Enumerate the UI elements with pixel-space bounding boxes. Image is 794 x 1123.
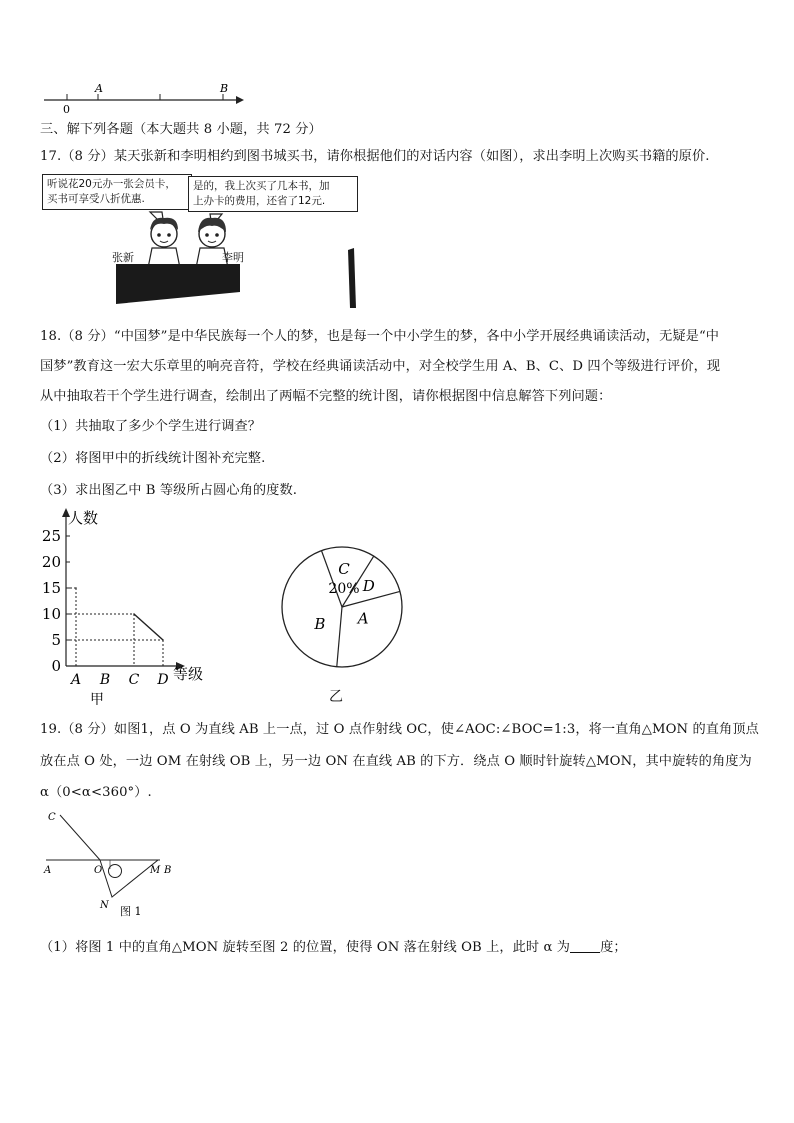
q18-line-3: 从中抽取若干个学生进行调查，绘制出了两幅不完整的统计图，请你根据图中信息解答下列问题： — [40, 389, 612, 404]
q19-sub1-unit: 度； — [600, 940, 627, 955]
q18-line-2: 国梦”教育这一宏大乐章里的响亮音符，学校在经典诵读活动中，对全校学生用 A、B、C、D 四个等级进行评价，现 — [40, 359, 721, 374]
q18-sub3: （3）求出图乙中 B 等级所占圆心角的度数. — [40, 483, 298, 498]
y-tick-label: 10 — [41, 605, 61, 623]
q17-illustration — [40, 172, 360, 310]
x-axis-title: 等级 — [173, 665, 204, 683]
q18-line-1: 18.（8 分）“中国梦”是中华民族每一个人的梦，也是每一个中小学生的梦，各中小学开展经典诵读活动，无疑是“中 — [40, 329, 720, 344]
bubble-left-line-1: 听说花20元办一张会员卡， — [47, 178, 176, 190]
y-tick-label: 25 — [41, 527, 61, 545]
line-chart — [28, 505, 228, 705]
y-axis-title: 人数 — [68, 509, 99, 527]
point-a-label: A — [95, 82, 103, 95]
x-tick-label: C — [128, 672, 140, 688]
label-m: M — [150, 865, 161, 876]
line-segment-c-d — [134, 614, 163, 640]
figure-caption: 图 1 — [120, 905, 142, 918]
label-c: C — [48, 812, 56, 823]
pie-slice-label-d: D — [362, 577, 375, 596]
point-b-label: B — [220, 82, 229, 95]
data-point — [162, 639, 164, 641]
bubble-right-line-2: 上办卡的费用，还省了12元. — [193, 195, 326, 207]
label-a: A — [44, 865, 52, 876]
y-tick-label: 5 — [51, 631, 61, 649]
q19-line-3: α（0<α<360°）. — [40, 785, 152, 800]
y-tick-label: 0 — [51, 657, 61, 675]
y-tick-label: 15 — [41, 579, 61, 597]
pie-slice-label-a: A — [357, 609, 369, 628]
pie-slice-label-b: B — [314, 615, 326, 634]
pie-caption: 乙 — [329, 689, 343, 705]
data-point — [75, 587, 77, 589]
origin-label: 0 — [63, 103, 70, 116]
bubble-left-line-2: 买书可享受八折优惠. — [47, 193, 145, 205]
data-point — [133, 613, 135, 615]
two-children-icon — [40, 172, 360, 310]
label-b: B — [164, 865, 172, 876]
label-n: N — [100, 900, 109, 911]
section-header: 三、解下列各题（本大题共 8 小题，共 72 分） — [40, 122, 322, 137]
name-label-zhangxin: 张新 — [112, 251, 134, 264]
q17-text: 17.（8 分）某天张新和李明相约到图书城买书，请你根据他们的对话内容（如图），求出李明上次购买书籍的原价. — [40, 149, 710, 164]
bubble-right-line-1: 是的，我上次买了几本书，加 — [193, 180, 330, 192]
pie-chart — [275, 540, 410, 675]
x-tick-label: D — [157, 672, 169, 688]
q18-sub2: （2）将图甲中的折线统计图补充完整. — [40, 451, 266, 466]
x-tick-label: A — [70, 672, 82, 688]
figure-1-geometry — [40, 805, 185, 920]
label-o: O — [94, 865, 103, 876]
q19-sub1-text: （1）将图 1 中的直角△MON 旋转至图 2 的位置，使得 ON 落在射线 OB 上，此时 α 为 — [40, 940, 571, 955]
name-label-liming: 李明 — [222, 251, 244, 264]
q19-line-1: 19.（8 分）如图1，点 O 为直线 AB 上一点，过 O 点作射线 OC，使∠AOC:∠BOC=1:3，将一直角△MON 的直角顶点 — [40, 722, 759, 737]
q19-sub1 — [40, 936, 627, 955]
chart-caption: 甲 — [90, 692, 104, 705]
pie-slice-percent: 20% — [328, 581, 360, 598]
q19-line-2: 放在点 O 处，一边 OM 在射线 OB 上，另一边 ON 在直线 AB 的下方．绕点 O 顺时针旋转△MON，其中旋转的角度为 — [40, 754, 752, 769]
q18-sub1: （1）共抽取了多少个学生进行调查？ — [40, 419, 262, 434]
x-tick-label: B — [99, 672, 111, 688]
answer-blank[interactable] — [570, 940, 600, 953]
number-line — [40, 80, 245, 118]
y-tick-label: 20 — [41, 553, 61, 571]
pie-slice-label-c: C — [338, 560, 350, 579]
